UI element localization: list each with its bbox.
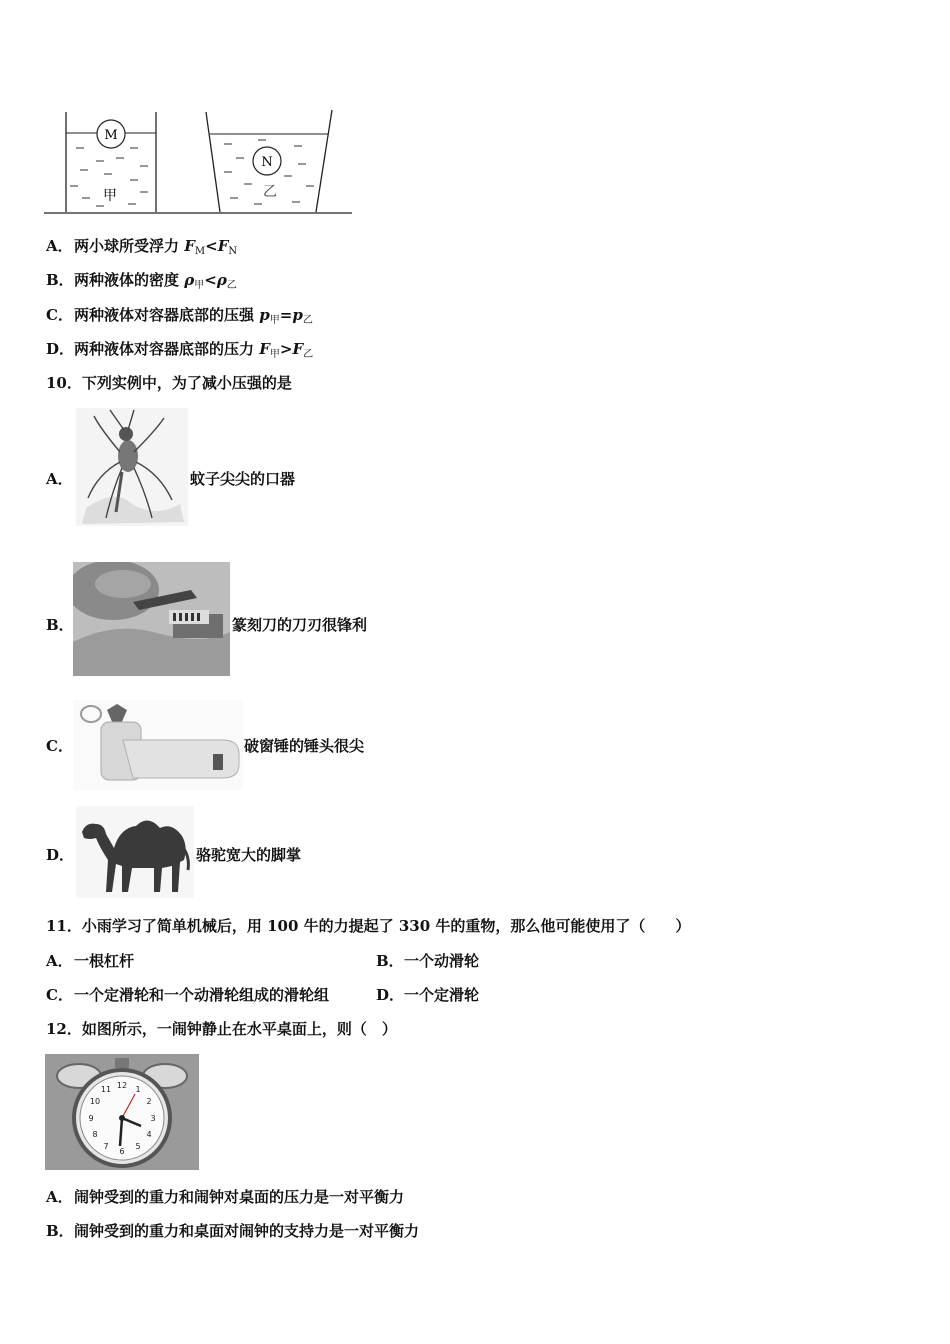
q10-option-c[interactable]: C． (46, 737, 73, 755)
q10-option-a[interactable]: A． (46, 470, 73, 488)
q11-option-b[interactable]: B．一个动滑轮 (376, 952, 480, 970)
q10-option-b[interactable]: B． (46, 616, 74, 634)
ball-m-label: M (104, 128, 118, 143)
q11-stem: 11．小雨学习了简单机械后，用 100 牛的力提起了 330 牛的重物，那么他可能使用了（ ） (46, 917, 691, 935)
q10-option-c-text: 破窗锤的锤头很尖 (244, 737, 365, 755)
container-figure (44, 106, 356, 218)
svg-text:2: 2 (146, 1097, 152, 1106)
camel-image (76, 806, 194, 898)
svg-text:12: 12 (116, 1081, 128, 1090)
alarm-clock-image (45, 1054, 199, 1170)
svg-text:4: 4 (146, 1130, 152, 1139)
q10-option-a-text: 蚊子尖尖的口器 (190, 470, 296, 488)
svg-text:5: 5 (135, 1142, 141, 1151)
svg-text:3: 3 (150, 1114, 156, 1123)
window-hammer-image (73, 700, 243, 790)
q11-option-d[interactable]: D．一个定滑轮 (376, 986, 480, 1004)
carving-knife-image (73, 562, 230, 676)
liquid-jia-label: 甲 (103, 188, 117, 204)
q9-option-a[interactable]: A．两小球所受浮力 $F_M<F_N$ (46, 237, 238, 257)
q10-option-d-text: 骆驼宽大的脚掌 (196, 846, 302, 864)
q11-option-c[interactable]: C．一个定滑轮和一个动滑轮组成的滑轮组 (46, 986, 330, 1004)
svg-text:8: 8 (92, 1130, 98, 1139)
liquid-yi-label: 乙 (263, 184, 277, 200)
mosquito-image (76, 408, 188, 526)
q10-option-b-text: 篆刻刀的刀刃很锋利 (232, 616, 368, 634)
q9-option-c[interactable]: C．两种液体对容器底部的压强 $p_甲=p_乙$ (46, 306, 313, 326)
q12-stem: 12．如图所示，一闹钟静止在水平桌面上，则（ ） (46, 1020, 397, 1038)
svg-text:10: 10 (89, 1097, 101, 1106)
q10-option-d[interactable]: D． (46, 846, 75, 864)
q9-option-d[interactable]: D．两种液体对容器底部的压力 $F_甲>F_乙$ (46, 340, 314, 360)
svg-text:6: 6 (119, 1147, 125, 1156)
svg-text:9: 9 (88, 1114, 94, 1123)
svg-text:1: 1 (135, 1085, 141, 1094)
svg-text:7: 7 (103, 1142, 109, 1151)
q12-option-a[interactable]: A．闹钟受到的重力和闹钟对桌面的压力是一对平衡力 (46, 1188, 405, 1206)
q10-stem: 10．下列实例中，为了减小压强的是 (46, 374, 292, 392)
svg-text:11: 11 (100, 1085, 112, 1094)
ball-n-label: N (261, 155, 273, 170)
q12-option-b[interactable]: B．闹钟受到的重力和桌面对闹钟的支持力是一对平衡力 (46, 1222, 420, 1240)
q9-option-b[interactable]: B．两种液体的密度 $\rho_甲<\rho_乙$ (46, 271, 237, 291)
q11-option-a[interactable]: A．一根杠杆 (46, 952, 135, 970)
